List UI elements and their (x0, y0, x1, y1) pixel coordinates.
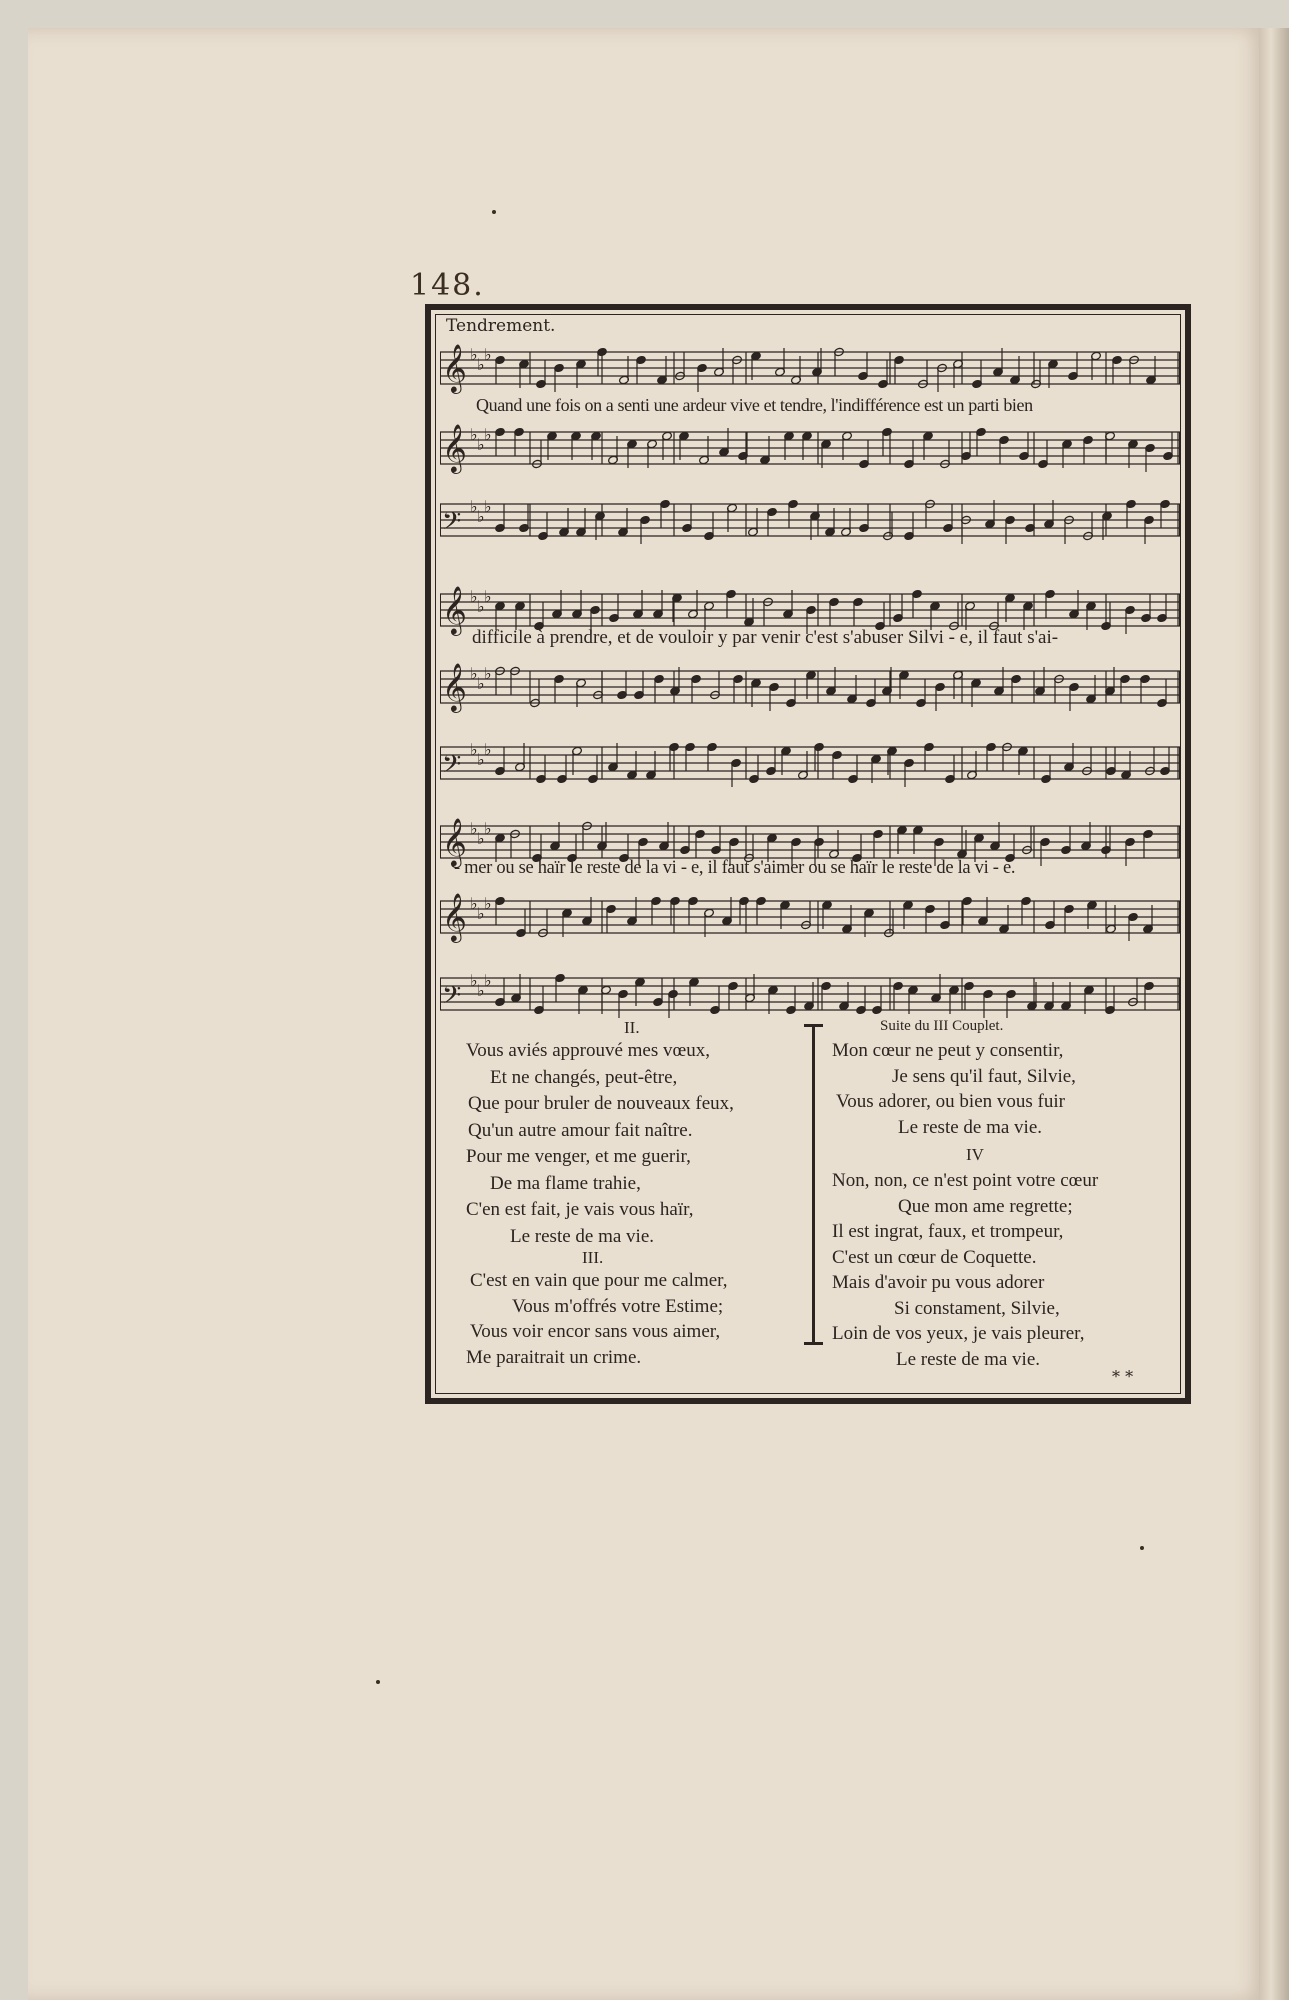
verse-4-heading: IV (966, 1145, 984, 1164)
svg-text:♭: ♭ (477, 829, 485, 848)
lyric-line-2: difficile à prendre, et de vouloir y par venir c'est s'abuser Silvi - e, il faut s'ai- (472, 627, 1059, 648)
paper-speck (376, 1680, 380, 1684)
svg-text:♭: ♭ (484, 497, 492, 516)
svg-text:♭: ♭ (470, 819, 478, 838)
verse-line: Mon cœur ne peut y consentir, (832, 1040, 1064, 1061)
page-edge (1259, 28, 1289, 2000)
verse-line: Et ne changés, peut-être, (490, 1066, 678, 1088)
verse-3-heading: III. (582, 1248, 604, 1267)
verse-line: Pour me venger, et me guerir, (466, 1146, 691, 1167)
verse-2-heading: II. (624, 1018, 640, 1037)
svg-text:♭: ♭ (477, 507, 485, 526)
paper-speck (1140, 1546, 1144, 1550)
column-divider (812, 1026, 815, 1344)
svg-text:♭: ♭ (484, 971, 492, 990)
svg-text:♭: ♭ (484, 664, 492, 683)
svg-text:♭: ♭ (477, 904, 485, 923)
lyric-line-1: Quand une fois on a senti une ardeur vive et tendre, l'indifférence est un parti bien (476, 395, 1033, 415)
verse-line: Qu'un autre amour fait naître. (468, 1119, 693, 1141)
verse-line: Mais d'avoir pu vous adorer (832, 1272, 1045, 1293)
treble-clef: 𝄞 (442, 585, 467, 634)
verse-line: Je sens qu'il faut, Silvie, (892, 1065, 1076, 1087)
svg-text:♭: ♭ (484, 425, 492, 444)
svg-text:♭: ♭ (470, 894, 478, 913)
svg-text:♭: ♭ (470, 497, 478, 516)
svg-text:♭: ♭ (484, 894, 492, 913)
verse-line: De ma flame trahie, (490, 1172, 641, 1194)
svg-text:♭: ♭ (484, 819, 492, 838)
verse-line: Le reste de ma vie. (898, 1116, 1043, 1138)
svg-text:♭: ♭ (470, 740, 478, 759)
svg-text:♭: ♭ (484, 740, 492, 759)
svg-text:♭: ♭ (477, 981, 485, 1000)
page-number: 148. (410, 268, 485, 303)
svg-text:♭: ♭ (470, 587, 478, 606)
svg-text:♭: ♭ (470, 345, 478, 364)
verse-line: Que mon ame regrette; (898, 1195, 1073, 1217)
verse-3-continued-heading: Suite du III Couplet. (880, 1018, 1004, 1034)
verse-line: Vous voir encor sans vous aimer, (470, 1321, 721, 1342)
treble-clef: 𝄞 (442, 343, 467, 392)
svg-text:♭: ♭ (484, 345, 492, 364)
verse-line: Il est ingrat, faux, et trompeur, (832, 1221, 1064, 1242)
bass-clef: 𝄢 (442, 981, 462, 1016)
svg-text:♭: ♭ (484, 587, 492, 606)
verse-line: C'en est fait, je vais vous haïr, (466, 1199, 694, 1220)
verse-line: C'est un cœur de Coquette. (832, 1246, 1037, 1268)
music-score (440, 336, 1185, 1026)
treble-clef: 𝄞 (442, 892, 467, 941)
verse-line: Vous aviés approuvé mes vœux, (466, 1040, 710, 1061)
verse-line: C'est en vain que pour me calmer, (470, 1270, 728, 1291)
bass-clef: 𝄢 (442, 507, 462, 542)
ornament: * * (1112, 1367, 1134, 1386)
svg-text:♭: ♭ (477, 597, 485, 616)
svg-text:♭: ♭ (477, 435, 485, 454)
verse-line: Le reste de ma vie. (896, 1348, 1041, 1370)
verse-line: Non, non, ce n'est point votre cœur (832, 1170, 1099, 1191)
verse-line: Le reste de ma vie. (510, 1225, 655, 1247)
svg-text:♭: ♭ (477, 750, 485, 769)
svg-text:♭: ♭ (477, 674, 485, 693)
svg-text:♭: ♭ (470, 664, 478, 683)
verse-line: Vous m'offrés votre Estime; (512, 1295, 724, 1317)
paper-speck (492, 210, 496, 214)
svg-text:♭: ♭ (470, 971, 478, 990)
tempo-marking: Tendrement. (446, 316, 556, 336)
verse-line: Que pour bruler de nouveaux feux, (468, 1093, 734, 1114)
column-divider-bottom (804, 1342, 823, 1345)
lyric-line-3: - mer ou se haïr le reste de la vi - e, il faut s'aimer ou se haïr le reste de la vi - e. (454, 858, 1016, 878)
treble-clef: 𝄞 (442, 662, 467, 711)
treble-clef: 𝄞 (442, 817, 467, 866)
treble-clef: 𝄞 (442, 423, 467, 472)
svg-text:♭: ♭ (477, 355, 485, 374)
verse-line: Vous adorer, ou bien vous fuir (836, 1091, 1065, 1112)
bass-clef: 𝄢 (442, 750, 462, 785)
verse-line: Si constament, Silvie, (894, 1297, 1060, 1319)
verse-line: Loin de vos yeux, je vais pleurer, (832, 1323, 1085, 1344)
svg-text:♭: ♭ (470, 425, 478, 444)
verse-line: Me paraitrait un crime. (466, 1346, 642, 1368)
